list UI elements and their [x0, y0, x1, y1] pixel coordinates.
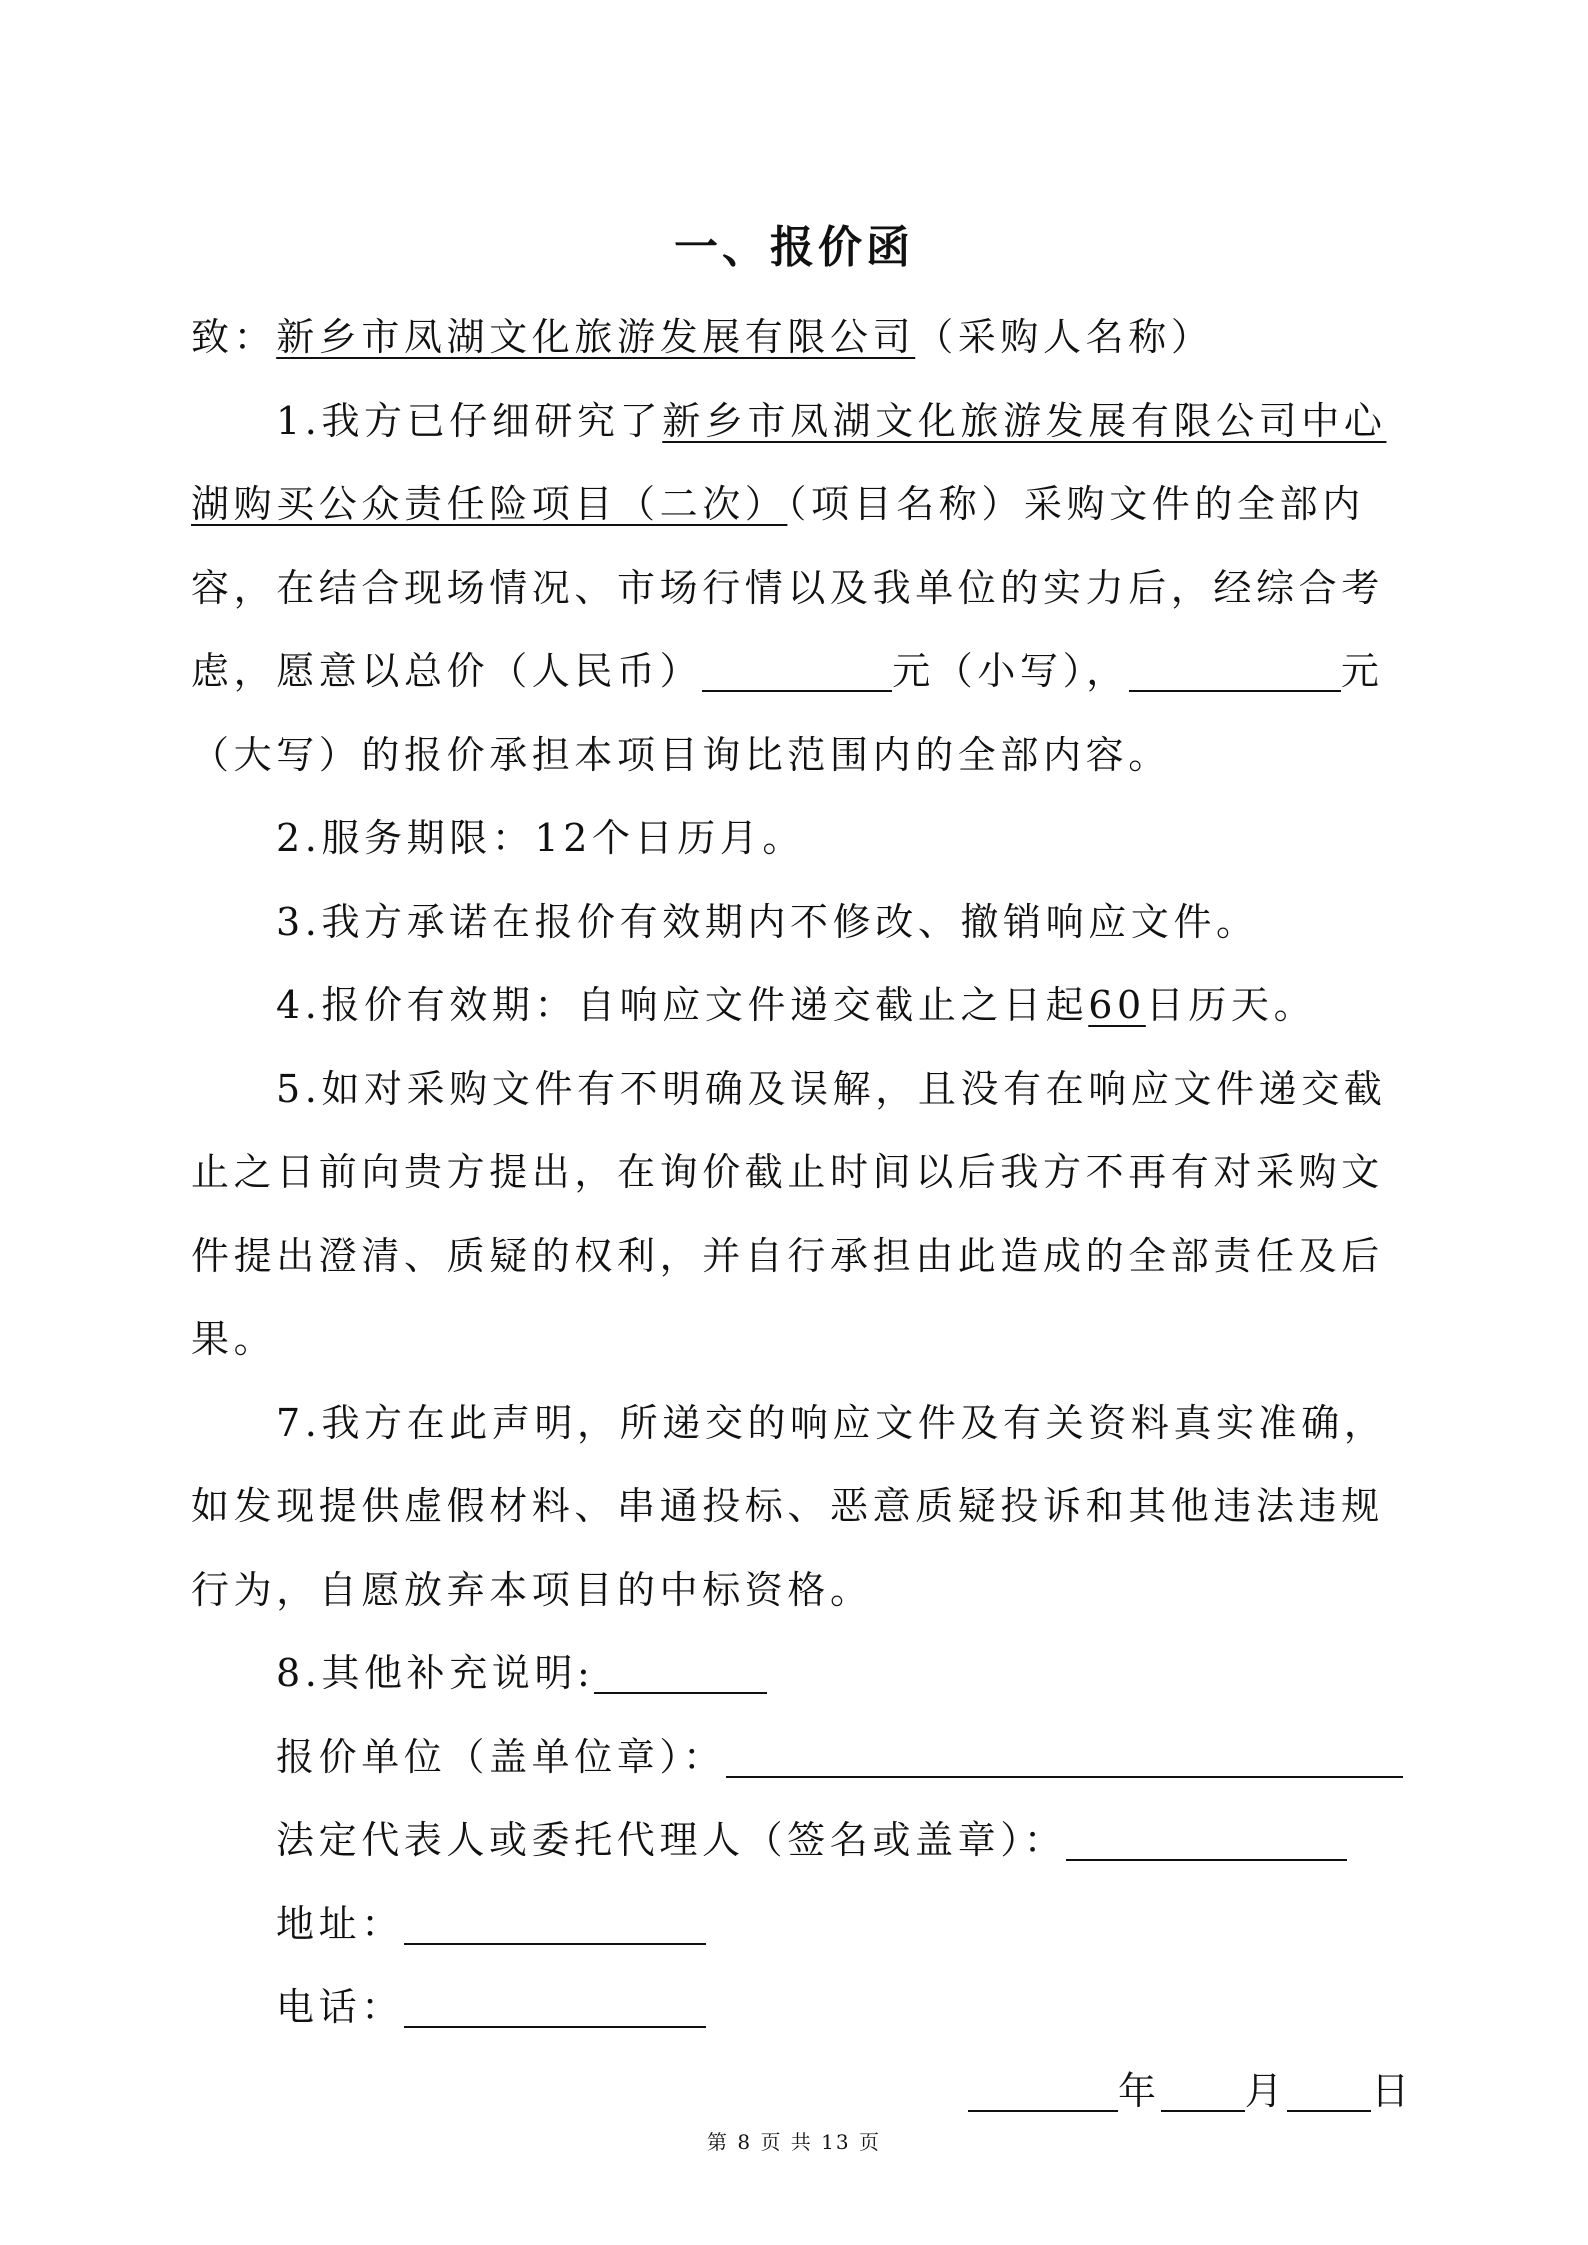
- month-blank: [1161, 2080, 1245, 2112]
- clause1-line1: [191, 380, 1451, 464]
- validity-lead: 4.报价有效期：自响应文件递交截止之日起: [276, 983, 1089, 1027]
- clause5-line2: 止之日前向贵方提出，在询价截止时间以后我方不再有对采购文: [191, 1150, 1384, 1194]
- clause7-line1: 7.我方在此声明，所递交的响应文件及有关资料真实准确，: [276, 1400, 1387, 1445]
- purchaser-note: （采购人名称）: [915, 315, 1214, 359]
- bidder-line: [191, 1716, 1451, 1800]
- clause5-line3: 件提出澄清、质疑的权利，并自行承担由此造成的全部责任及后: [191, 1233, 1384, 1278]
- day-blank: [1287, 2080, 1371, 2112]
- address-label: 地址：: [276, 1901, 404, 1946]
- total-price-capital-blank: [1129, 660, 1341, 692]
- representative-blank: [1066, 1829, 1347, 1861]
- project-name-part2: 湖购买公众责任险项目（二次）: [191, 482, 788, 526]
- clause1-line2-rest: （项目名称）采购文件的全部内: [787, 482, 1365, 526]
- total-price-label: 虑，愿意以总价（人民币）: [191, 649, 703, 693]
- validity-tail: 日历天。: [1145, 983, 1317, 1027]
- month-label: 月: [1244, 2068, 1288, 2113]
- supplementary-label: 8.其他补充说明:: [276, 1651, 595, 1695]
- bidder-blank: [726, 1746, 1403, 1778]
- clause1-line5: （大写）的报价承担本项目询比范围内的全部内容。: [191, 732, 1171, 777]
- representative-line: [191, 1799, 1451, 1883]
- validity-days: 60: [1088, 983, 1146, 1027]
- phone-label: 电话：: [276, 1985, 404, 2029]
- clause1-line2: [191, 463, 1451, 547]
- total-price-small-unit: 元（小写），: [892, 649, 1129, 693]
- clause1-line4: [191, 630, 1451, 714]
- date-line: [191, 2050, 1451, 2134]
- project-name-part1: 新乡市凤湖文化旅游发展有限公司中心: [662, 398, 1387, 443]
- addressee-label: 致：: [191, 315, 277, 359]
- clause2-line: 2.服务期限：12个日历月。: [276, 816, 806, 860]
- total-price-capital-unit: 元: [1340, 649, 1384, 693]
- clause5-line4: 果。: [191, 1317, 277, 1361]
- year-blank: [968, 2080, 1118, 2112]
- phone-line: [191, 1966, 1451, 2050]
- page-title: 一、报价函: [674, 222, 914, 273]
- page-number-footer: 第 8 页 共 13 页: [707, 2130, 881, 2154]
- phone-blank: [404, 1996, 706, 2028]
- clause3-line: 3.我方承诺在报价有效期内不修改、撤销响应文件。: [276, 899, 1259, 944]
- supplementary-blank: [594, 1662, 767, 1694]
- year-label: 年: [1118, 2068, 1161, 2113]
- clause1-lead: 1.我方已仔细研究了: [276, 398, 663, 443]
- clause7-line2: 如发现提供虚假材料、串通投标、恶意质疑投诉和其他违法违规: [191, 1484, 1384, 1528]
- purchaser-name: 新乡市凤湖文化旅游发展有限公司: [276, 315, 916, 359]
- day-label: 日: [1371, 2068, 1414, 2113]
- quotation-letter-body: [191, 296, 1451, 2133]
- addressee-line: [191, 296, 1451, 380]
- bidder-label: 报价单位（盖单位章）：: [276, 1734, 726, 1779]
- clause8-line: [191, 1632, 1451, 1716]
- total-price-small-blank: [702, 660, 892, 692]
- clause4-line: [191, 964, 1451, 1048]
- clause1-line3: 容，在结合现场情况、市场行情以及我单位的实力后，经综合考: [191, 565, 1384, 610]
- clause7-line3: 行为，自愿放弃本项目的中标资格。: [191, 1567, 873, 1612]
- clause5-line1: 5.如对采购文件有不明确及误解，且没有在响应文件递交截: [276, 1066, 1387, 1111]
- address-blank: [404, 1913, 706, 1945]
- representative-label: 法定代表人或委托代理人（签名或盖章）：: [276, 1818, 1067, 1862]
- address-line: [191, 1883, 1451, 1967]
